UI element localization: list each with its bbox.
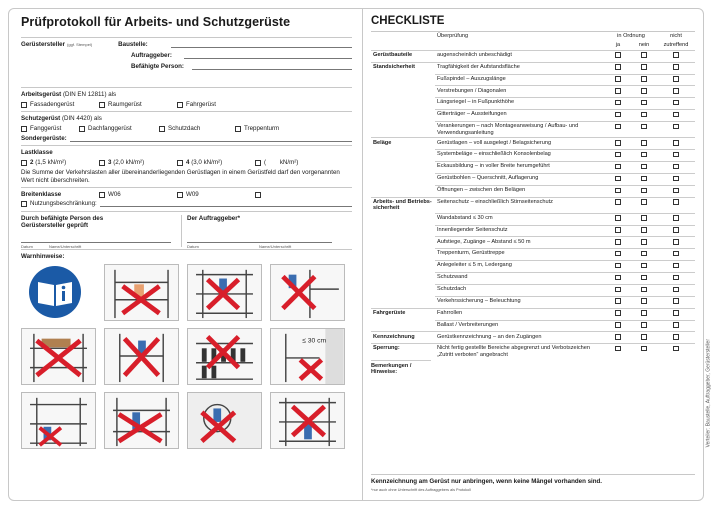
col-in-ordnung: in Ordnung xyxy=(605,32,657,41)
col-ja: ja xyxy=(615,42,621,49)
baustelle-label: Baustelle: xyxy=(118,41,148,48)
bemerkungen-label: Bemerkungen / Hinweise: xyxy=(371,360,431,376)
checkbox-ja[interactable] xyxy=(615,239,621,245)
wall-climb-warning-icon xyxy=(187,392,262,449)
checkbox-ja[interactable] xyxy=(615,52,621,58)
checklist-category: Kennzeichnung xyxy=(371,332,435,344)
footer-note: Kennzeichnung am Gerüst nur anbringen, wenn keine Mängel vorhanden sind. xyxy=(370,478,603,485)
checkbox-nein[interactable] xyxy=(641,310,647,316)
lastklasse-3[interactable]: 3 (2,0 kN/m²) xyxy=(99,159,177,166)
checklist-item: Fahrrollen xyxy=(435,308,605,320)
checkbox-nicht-zutreffend[interactable] xyxy=(673,124,679,130)
stair-warning-icon xyxy=(21,392,96,449)
checklist-row xyxy=(371,249,695,261)
option-dachfanggeruest[interactable]: Dachfanggerüst xyxy=(79,125,159,132)
protocol-section xyxy=(9,9,363,500)
checkbox-nicht-zutreffend[interactable] xyxy=(673,188,679,194)
checkbox[interactable] xyxy=(21,160,27,166)
checklist-item: Längsriegel – in Fußpunkthöhe xyxy=(435,98,605,110)
checkbox-nein[interactable] xyxy=(641,346,647,352)
checklist-row xyxy=(371,138,695,150)
checklist-item: Ballast / Verbreiterungen xyxy=(435,320,605,332)
sondergerueste-label: Sondergerüste: xyxy=(21,135,67,142)
checklist-row xyxy=(371,225,695,237)
checkbox-ja[interactable] xyxy=(615,176,621,182)
option-fahrgeruest[interactable]: Fahrgerüst xyxy=(177,101,216,108)
sign-left-title: Durch befähigte Person des Gerüstersteller geprüft xyxy=(21,215,104,229)
checkbox-nein[interactable] xyxy=(641,188,647,194)
checkbox-nicht-zutreffend[interactable] xyxy=(673,239,679,245)
checkbox-nein[interactable] xyxy=(641,215,647,221)
checkbox-nicht-zutreffend[interactable] xyxy=(673,263,679,269)
arbeitsgeruest-norm: (DIN EN 12811) als xyxy=(62,91,117,98)
checklist-item: Gerüstlagen – voll ausgelegt / Belagsicherung xyxy=(435,138,605,150)
lift-warning-icon xyxy=(104,392,179,449)
col-nicht: nicht xyxy=(657,32,695,41)
col-nein: nein xyxy=(638,42,650,49)
checkbox-nicht-zutreffend[interactable] xyxy=(673,100,679,106)
checkbox-ja[interactable] xyxy=(615,227,621,233)
checkbox[interactable] xyxy=(99,192,105,198)
checkbox-nein[interactable] xyxy=(641,76,647,82)
checklist-item: Wandabstand ≤ 30 cm xyxy=(435,213,605,225)
checkbox-nein[interactable] xyxy=(641,124,647,130)
checklist-table xyxy=(371,31,695,360)
protocol-title: Prüfprotokoll für Arbeits- und Schutzgerüste xyxy=(21,15,291,29)
site-info xyxy=(21,37,352,87)
option-fanggeruest[interactable]: Fanggerüst xyxy=(21,125,79,132)
checkbox-nein[interactable] xyxy=(641,176,647,182)
warnings-section xyxy=(21,249,352,449)
checklist-row xyxy=(371,344,695,360)
arbeitsgeruest-section xyxy=(21,87,352,108)
checklist-item: Verstrebungen / Diagonalen xyxy=(435,86,605,98)
climbing-warning-icon xyxy=(104,328,179,385)
checkbox-nein[interactable] xyxy=(641,298,647,304)
option-fassadengeruest[interactable]: Fassadengerüst xyxy=(21,101,99,108)
checkbox[interactable] xyxy=(177,192,183,198)
checklist-row xyxy=(371,98,695,110)
checklist-item: Innenliegender Seitenschutz xyxy=(435,225,605,237)
checklist-category: Arbeits- und Betriebs-sicherheit xyxy=(371,197,435,213)
checklist-title: CHECKLISTE xyxy=(370,15,445,27)
checkbox-nicht-zutreffend[interactable] xyxy=(673,52,679,58)
warnhinweise-label: Warnhinweise: xyxy=(21,253,65,260)
sondergerueste-field[interactable] xyxy=(70,135,352,142)
jump-warning-icon xyxy=(270,264,345,321)
checklist-row xyxy=(371,320,695,332)
checkbox-ja[interactable] xyxy=(615,263,621,269)
schutzgeruest-norm: (DIN 4420) als xyxy=(61,115,102,122)
checkbox-nein[interactable] xyxy=(641,88,647,94)
checklist-row xyxy=(371,74,695,86)
checkbox-nicht-zutreffend[interactable] xyxy=(673,275,679,281)
checklist-row xyxy=(371,185,695,197)
checklist-item: Aufstiege, Zugänge – Abstand ≤ 50 m xyxy=(435,237,605,249)
checkbox[interactable] xyxy=(255,160,261,166)
checkbox-ja[interactable] xyxy=(615,275,621,281)
checkbox-nicht-zutreffend[interactable] xyxy=(673,251,679,257)
lastklasse-label: Lastklasse xyxy=(21,149,53,156)
checkbox-ja[interactable] xyxy=(615,88,621,94)
footer xyxy=(371,474,695,492)
checklist-category: Standsicherheit xyxy=(371,62,435,74)
checklist-category: Beläge xyxy=(371,138,435,150)
checklist-header xyxy=(371,32,695,41)
breitenklasse-label: Breitenklasse xyxy=(21,191,62,198)
breitenklasse-w06[interactable]: W06 xyxy=(99,191,177,198)
lastklasse-custom[interactable]: ( kN/m²) xyxy=(255,159,298,166)
col-zutreffend: zutreffend xyxy=(663,42,689,49)
checklist-row xyxy=(371,86,695,98)
checkbox[interactable] xyxy=(79,126,85,132)
checkbox-nicht-zutreffend[interactable] xyxy=(673,310,679,316)
checkbox-ja[interactable] xyxy=(615,124,621,130)
distribution-text: Verteiler: Baustelle, Auftraggeber, Gerüstersteller xyxy=(705,339,711,448)
checkbox[interactable] xyxy=(21,126,27,132)
checkbox[interactable] xyxy=(159,126,165,132)
checkbox[interactable] xyxy=(99,160,105,166)
baustelle-field[interactable] xyxy=(171,41,352,48)
checklist-row xyxy=(371,174,695,186)
checkbox-nicht-zutreffend[interactable] xyxy=(673,199,679,205)
checklist-section xyxy=(363,9,711,500)
checkbox-ja[interactable] xyxy=(615,199,621,205)
breitenklasse-w09[interactable]: W09 xyxy=(177,191,255,198)
checklist-item: Nicht fertig gestellte Bereiche abgegrenzt und Verbotszeichen „Zutritt verboten“ angebracht xyxy=(435,344,605,360)
checkbox-nein[interactable] xyxy=(641,263,647,269)
checkbox[interactable] xyxy=(21,102,27,108)
checklist-body xyxy=(371,50,695,359)
checkbox-nein[interactable] xyxy=(641,152,647,158)
checklist-item: Gerüstbohlen – Querschnitt, Auflagerung xyxy=(435,174,605,186)
checkbox-ja[interactable] xyxy=(615,100,621,106)
checkbox-nicht-zutreffend[interactable] xyxy=(673,215,679,221)
checklist-row xyxy=(371,273,695,285)
checklist-row xyxy=(371,110,695,122)
checklist-row xyxy=(371,237,695,249)
breitenklasse-section xyxy=(21,187,352,207)
checklist-row xyxy=(371,50,695,62)
checkbox-nicht-zutreffend[interactable] xyxy=(673,140,679,146)
nutzungsbeschraenkung-field[interactable] xyxy=(100,200,352,207)
checklist-category: Sperrung: xyxy=(371,344,435,360)
geruestersteller-label: Gerüstersteller xyxy=(21,41,66,48)
sign-right-field[interactable] xyxy=(187,237,332,243)
checklist-item: Systembeläge – einschließlich Konsolenbelag xyxy=(435,150,605,162)
ladder-warning-icon xyxy=(187,264,262,321)
checkbox-ja[interactable] xyxy=(615,140,621,146)
checkbox-ja[interactable] xyxy=(615,322,621,328)
checklist-category: Gerüstbauteile xyxy=(371,50,435,62)
checkbox[interactable] xyxy=(177,160,183,166)
checkbox-nein[interactable] xyxy=(641,164,647,170)
warning-pictograms xyxy=(21,264,352,449)
checkbox-ja[interactable] xyxy=(615,334,621,340)
checkbox-ja[interactable] xyxy=(615,188,621,194)
sign-right-title: Der Auftraggeber* xyxy=(187,215,241,222)
fall-warning-icon xyxy=(104,264,179,321)
checkbox-nicht-zutreffend[interactable] xyxy=(673,298,679,304)
svg-text:≤ 30 cm: ≤ 30 cm xyxy=(302,337,327,345)
lastklasse-section xyxy=(21,145,352,184)
checklist-row xyxy=(371,62,695,74)
option-raumgeruest[interactable]: Raumgerüst xyxy=(99,101,177,108)
checkbox-nein[interactable] xyxy=(641,275,647,281)
checkbox-ja[interactable] xyxy=(615,76,621,82)
material-storage-warning-icon xyxy=(187,328,262,385)
checkbox-nicht-zutreffend[interactable] xyxy=(673,164,679,170)
checklist-category: Fahrgerüste xyxy=(371,308,435,320)
checkbox-nein[interactable] xyxy=(641,251,647,257)
option-schutzdach[interactable]: Schutzdach xyxy=(159,125,235,132)
checklist-item: Fußspindel – Auszugslänge xyxy=(435,74,605,86)
checklist-row xyxy=(371,261,695,273)
verkehrslasten-note: Die Summe der Verkehrslasten aller übereinanderliegenden Gerüstlagen in einem Gerüstfeld darf den vorgenannten Wert nicht überschreiten. xyxy=(21,169,340,184)
checkbox-nein[interactable] xyxy=(641,64,647,70)
footer-small-note: *nur auch ohne Unterschrift des Auftraggebers als Protokoll xyxy=(370,488,471,492)
col-ueberpruefung: Überprüfung xyxy=(435,32,605,41)
checkbox-ja[interactable] xyxy=(615,164,621,170)
checklist-item: Schutzdach xyxy=(435,284,605,296)
checkbox-nicht-zutreffend[interactable] xyxy=(673,88,679,94)
checkbox-nein[interactable] xyxy=(641,52,647,58)
checkbox-ja[interactable] xyxy=(615,251,621,257)
checkbox[interactable] xyxy=(177,102,183,108)
checkbox-nein[interactable] xyxy=(641,334,647,340)
checklist-item: Gitterträger – Aussteifungen xyxy=(435,110,605,122)
checkbox-ja[interactable] xyxy=(615,215,621,221)
checklist-item: Verankerungen – nach Montageanweisung / Aufbau- und Verwendungsanleitung xyxy=(435,122,605,138)
railing-warning-icon xyxy=(270,392,345,449)
breitenklasse-custom[interactable] xyxy=(255,192,264,198)
datum-label: Datum xyxy=(21,244,33,249)
checkbox-nein[interactable] xyxy=(641,100,647,106)
checkbox-ja[interactable] xyxy=(615,298,621,304)
checklist-row xyxy=(371,213,695,225)
checklist-item: Eckausbildung – in voller Breite herumgeführt xyxy=(435,162,605,174)
checkbox[interactable] xyxy=(255,192,261,198)
lastklasse-4[interactable]: 4 (3,0 kN/m²) xyxy=(177,159,255,166)
checkbox-ja[interactable] xyxy=(615,310,621,316)
checklist-row xyxy=(371,162,695,174)
checklist-item: Anlegeleiter ≤ 5 m, Ledergang xyxy=(435,261,605,273)
protocol-sheet xyxy=(8,8,711,501)
checklist-row xyxy=(371,284,695,296)
checkbox-nein[interactable] xyxy=(641,227,647,233)
lastklasse-2[interactable]: 2 (1,5 kN/m²) xyxy=(21,159,99,166)
info-sign-icon xyxy=(21,264,96,321)
option-treppenturm[interactable]: Treppenturm xyxy=(235,125,279,132)
name-unterschrift-label: Name/Unterschrift xyxy=(49,244,82,249)
checklist-item: augenscheinlich unbeschädigt xyxy=(435,50,605,62)
overload-warning-icon xyxy=(21,328,96,385)
checklist-row xyxy=(371,122,695,138)
name-unterschrift-label: Name/Unterschrift xyxy=(259,244,292,249)
checkbox-nein[interactable] xyxy=(641,112,647,118)
checklist-item: Schutzwand xyxy=(435,273,605,285)
checkbox-nicht-zutreffend[interactable] xyxy=(673,287,679,293)
stamp-note: (ggf. Stempel) xyxy=(67,42,93,47)
checklist-item: Tragfähigkeit der Aufstandsfläche xyxy=(435,62,605,74)
auftraggeber-label: Auftraggeber: xyxy=(131,52,172,59)
checkbox-nein[interactable] xyxy=(641,239,647,245)
checkbox-nicht-zutreffend[interactable] xyxy=(673,152,679,158)
checkbox-nein[interactable] xyxy=(641,140,647,146)
checkbox[interactable] xyxy=(21,201,27,207)
checkbox-nicht-zutreffend[interactable] xyxy=(673,346,679,352)
auftraggeber-field[interactable] xyxy=(184,52,352,59)
checkbox[interactable] xyxy=(99,102,105,108)
signature-section xyxy=(21,211,352,247)
checklist-item: Öffnungen – zwischen den Belägen xyxy=(435,185,605,197)
sign-left-field[interactable] xyxy=(21,237,171,243)
checklist-row xyxy=(371,150,695,162)
checkbox[interactable] xyxy=(235,126,241,132)
befaehigte-person-label: Befähigte Person: xyxy=(131,63,184,70)
checkbox-nicht-zutreffend[interactable] xyxy=(673,227,679,233)
checkbox-ja[interactable] xyxy=(615,112,621,118)
checkbox-nicht-zutreffend[interactable] xyxy=(673,176,679,182)
checkbox-ja[interactable] xyxy=(615,64,621,70)
checklist-row xyxy=(371,197,695,213)
datum-label: Datum xyxy=(187,244,199,249)
checkbox-ja[interactable] xyxy=(615,346,621,352)
checklist-item: Verkehrssicherung – Beleuchtung xyxy=(435,296,605,308)
checkbox-nein[interactable] xyxy=(641,199,647,205)
checkbox-nicht-zutreffend[interactable] xyxy=(673,64,679,70)
checklist-row xyxy=(371,308,695,320)
schutzgeruest-label: Schutzgerüst xyxy=(21,115,61,122)
checklist-row xyxy=(371,332,695,344)
checkbox-nein[interactable] xyxy=(641,322,647,328)
checklist-item: Seitenschutz – einschließlich Stirnseitenschutz xyxy=(435,197,605,213)
schutzgeruest-section xyxy=(21,111,352,142)
checkbox-nein[interactable] xyxy=(641,287,647,293)
checklist-item: Gerüstkennzeichnung – an den Zugängen xyxy=(435,332,605,344)
wall-distance-warning-icon xyxy=(270,328,345,385)
arbeitsgeruest-label: Arbeitsgerüst xyxy=(21,91,62,98)
nutzungsbeschraenkung-label: Nutzungsbeschränkung: xyxy=(30,200,97,207)
checkbox-nicht-zutreffend[interactable] xyxy=(673,322,679,328)
checkbox-ja[interactable] xyxy=(615,152,621,158)
checkbox-nicht-zutreffend[interactable] xyxy=(673,112,679,118)
checklist-item: Treppenturm, Gerüsttreppe xyxy=(435,249,605,261)
checklist-row xyxy=(371,296,695,308)
checkbox-nicht-zutreffend[interactable] xyxy=(673,76,679,82)
checkbox-nicht-zutreffend[interactable] xyxy=(673,334,679,340)
befaehigte-person-field[interactable] xyxy=(192,63,352,70)
checkbox-ja[interactable] xyxy=(615,287,621,293)
